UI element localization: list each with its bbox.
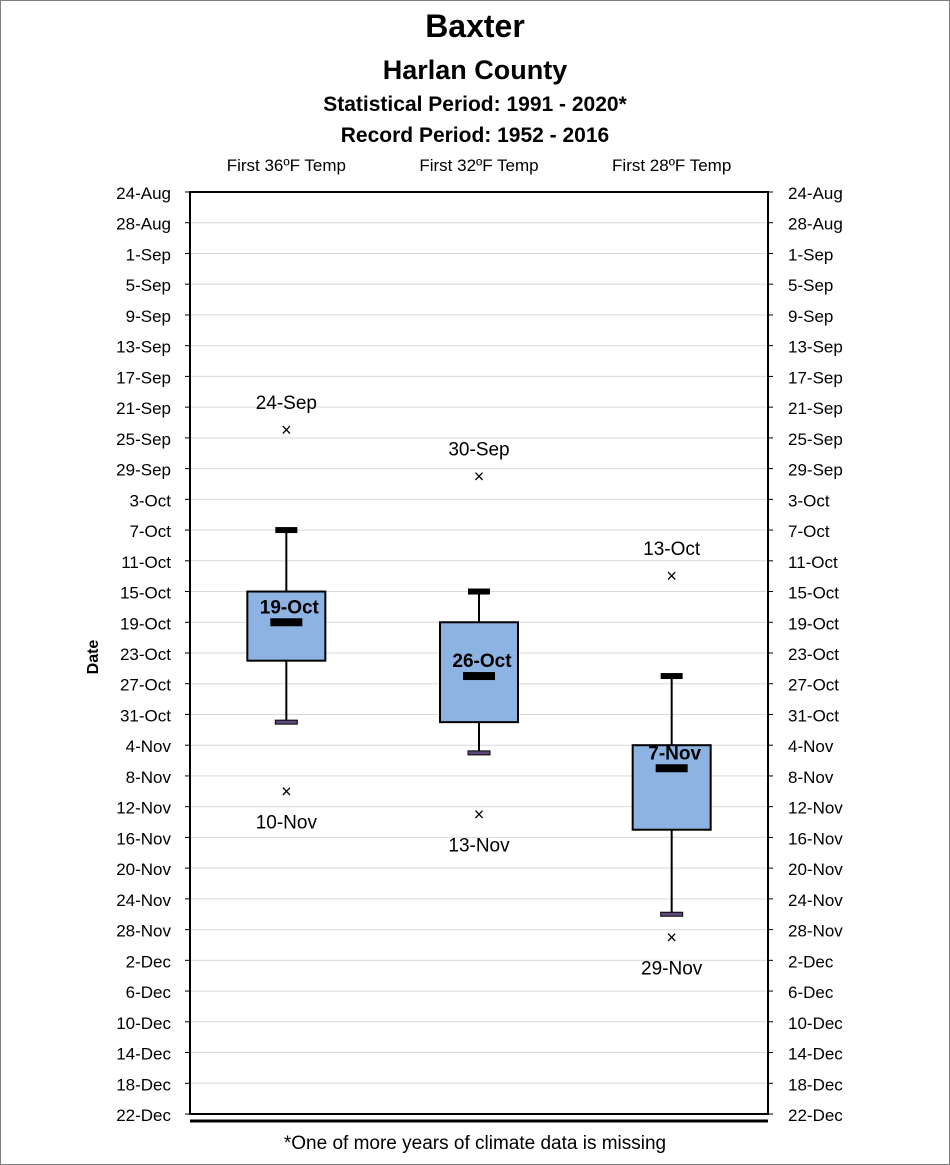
y-tick-label-left: 19-Oct: [119, 614, 171, 634]
whisker-cap-high: [275, 720, 297, 724]
y-tick-label-right: 10-Dec: [788, 1013, 843, 1033]
category-label: First 32ºF Temp: [419, 156, 539, 175]
y-tick-label-left: 27-Oct: [119, 675, 171, 695]
y-tick-label-left: 20-Nov: [116, 860, 171, 880]
y-tick-label-right: 9-Sep: [788, 306, 834, 326]
y-tick-label-left: 23-Oct: [119, 645, 171, 664]
y-tick-label-right: 8-Nov: [788, 767, 834, 787]
y-tick-label-right: 18-Dec: [788, 1075, 843, 1095]
median-label: 19-Oct: [259, 597, 319, 619]
y-tick-label-right: 24-Nov: [788, 890, 843, 910]
y-tick-label-left: 9-Sep: [125, 306, 171, 326]
y-tick-label-right: 11-Oct: [788, 552, 838, 572]
y-tick-label-left: 25-Sep: [116, 429, 171, 449]
record-latest-label: 10-Nov: [255, 812, 317, 834]
y-tick-label-left: 2-Dec: [125, 952, 171, 972]
whisker-cap-low: [661, 673, 683, 679]
y-tick-label-left: 31-Oct: [119, 706, 171, 726]
y-tick-label-left: 28-Nov: [116, 921, 171, 941]
record-earliest-marker: ×: [473, 466, 485, 487]
median-marker: [270, 618, 302, 626]
y-tick-label-right: 23-Oct: [788, 645, 840, 664]
record-earliest-label: 30-Sep: [448, 439, 510, 461]
y-tick-label-left: 11-Oct: [121, 552, 171, 572]
median-marker: [463, 672, 495, 680]
record-latest-label: 29-Nov: [641, 958, 703, 980]
record-period: Record Period: 1952 - 2016: [340, 124, 610, 147]
record-earliest-label: 24-Sep: [255, 393, 317, 415]
y-tick-label-right: 24-Aug: [788, 184, 843, 203]
y-tick-label-left: 8-Nov: [125, 767, 171, 787]
y-tick-label-right: 7-Oct: [788, 522, 830, 542]
y-tick-label-right: 28-Nov: [788, 921, 843, 941]
y-tick-label-left: 6-Dec: [125, 983, 171, 1003]
record-latest-label: 13-Nov: [448, 835, 510, 857]
chart-title: Baxter: [425, 8, 525, 44]
y-tick-label-right: 28-Aug: [788, 214, 843, 234]
y-tick-label-left: 15-Oct: [119, 583, 171, 603]
y-tick-label-left: 5-Sep: [125, 276, 171, 296]
record-earliest-marker: ×: [281, 420, 292, 441]
y-tick-label-left: 3-Oct: [129, 491, 171, 511]
y-tick-label-right: 6-Dec: [788, 983, 834, 1003]
y-tick-label-right: 1-Sep: [788, 245, 834, 265]
y-tick-label-left: 14-Dec: [116, 1044, 171, 1064]
y-tick-label-left: 7-Oct: [129, 522, 171, 542]
record-latest-marker: ×: [281, 781, 292, 802]
y-tick-label-left: 17-Sep: [116, 368, 171, 388]
y-tick-label-right: 20-Nov: [788, 860, 843, 880]
whisker-cap-low: [275, 527, 297, 533]
y-tick-label-left: 24-Aug: [116, 184, 171, 203]
y-tick-label-left: 21-Sep: [116, 399, 171, 419]
y-tick-label-right: 21-Sep: [788, 399, 843, 419]
record-latest-marker: ×: [473, 804, 485, 825]
y-tick-label-right: 15-Oct: [788, 583, 840, 603]
median-label: 7-Nov: [648, 743, 702, 765]
y-tick-label-left: 29-Sep: [116, 460, 171, 480]
y-tick-label-left: 24-Nov: [116, 890, 171, 910]
y-tick-label-right: 27-Oct: [788, 675, 840, 695]
y-tick-label-right: 29-Sep: [788, 460, 843, 480]
y-tick-label-right: 13-Sep: [788, 337, 843, 357]
y-tick-label-left: 28-Aug: [116, 214, 171, 234]
statistical-period: Statistical Period: 1991 - 2020*: [323, 93, 627, 116]
y-tick-label-right: 4-Nov: [788, 737, 834, 757]
y-tick-label-right: 19-Oct: [788, 614, 840, 634]
y-tick-label-left: 12-Nov: [116, 798, 171, 818]
whisker-cap-high: [468, 751, 490, 755]
footnote: *One of more years of climate data is missing: [283, 1133, 667, 1154]
category-label: First 28ºF Temp: [612, 156, 732, 175]
y-tick-label-left: 13-Sep: [116, 337, 171, 357]
whisker-cap-high: [661, 912, 683, 916]
whisker-cap-low: [468, 589, 490, 595]
y-tick-label-right: 17-Sep: [788, 368, 843, 388]
y-axis-label: Date: [85, 639, 102, 675]
chart-subtitle: Harlan County: [382, 55, 568, 85]
median-label: 26-Oct: [452, 651, 512, 673]
y-tick-label-left: 18-Dec: [116, 1075, 171, 1095]
category-label: First 36ºF Temp: [226, 156, 346, 175]
record-earliest-marker: ×: [666, 566, 677, 587]
y-tick-label-left: 22-Dec: [116, 1106, 171, 1125]
y-tick-label-right: 16-Nov: [788, 829, 843, 849]
y-tick-label-left: 10-Dec: [116, 1013, 171, 1033]
y-tick-label-left: 16-Nov: [116, 829, 171, 849]
y-tick-label-left: 4-Nov: [125, 737, 171, 757]
y-tick-label-right: 22-Dec: [788, 1106, 843, 1125]
y-tick-label-right: 31-Oct: [788, 706, 840, 726]
record-latest-marker: ×: [666, 927, 677, 948]
y-tick-label-right: 3-Oct: [788, 491, 830, 511]
y-tick-label-left: 1-Sep: [125, 245, 171, 265]
y-tick-label-right: 14-Dec: [788, 1044, 843, 1064]
record-earliest-label: 13-Oct: [643, 539, 701, 561]
y-tick-label-right: 5-Sep: [788, 276, 834, 296]
y-tick-label-right: 25-Sep: [788, 429, 843, 449]
y-tick-label-right: 2-Dec: [788, 952, 834, 972]
median-marker: [656, 764, 688, 772]
y-tick-label-right: 12-Nov: [788, 798, 843, 818]
